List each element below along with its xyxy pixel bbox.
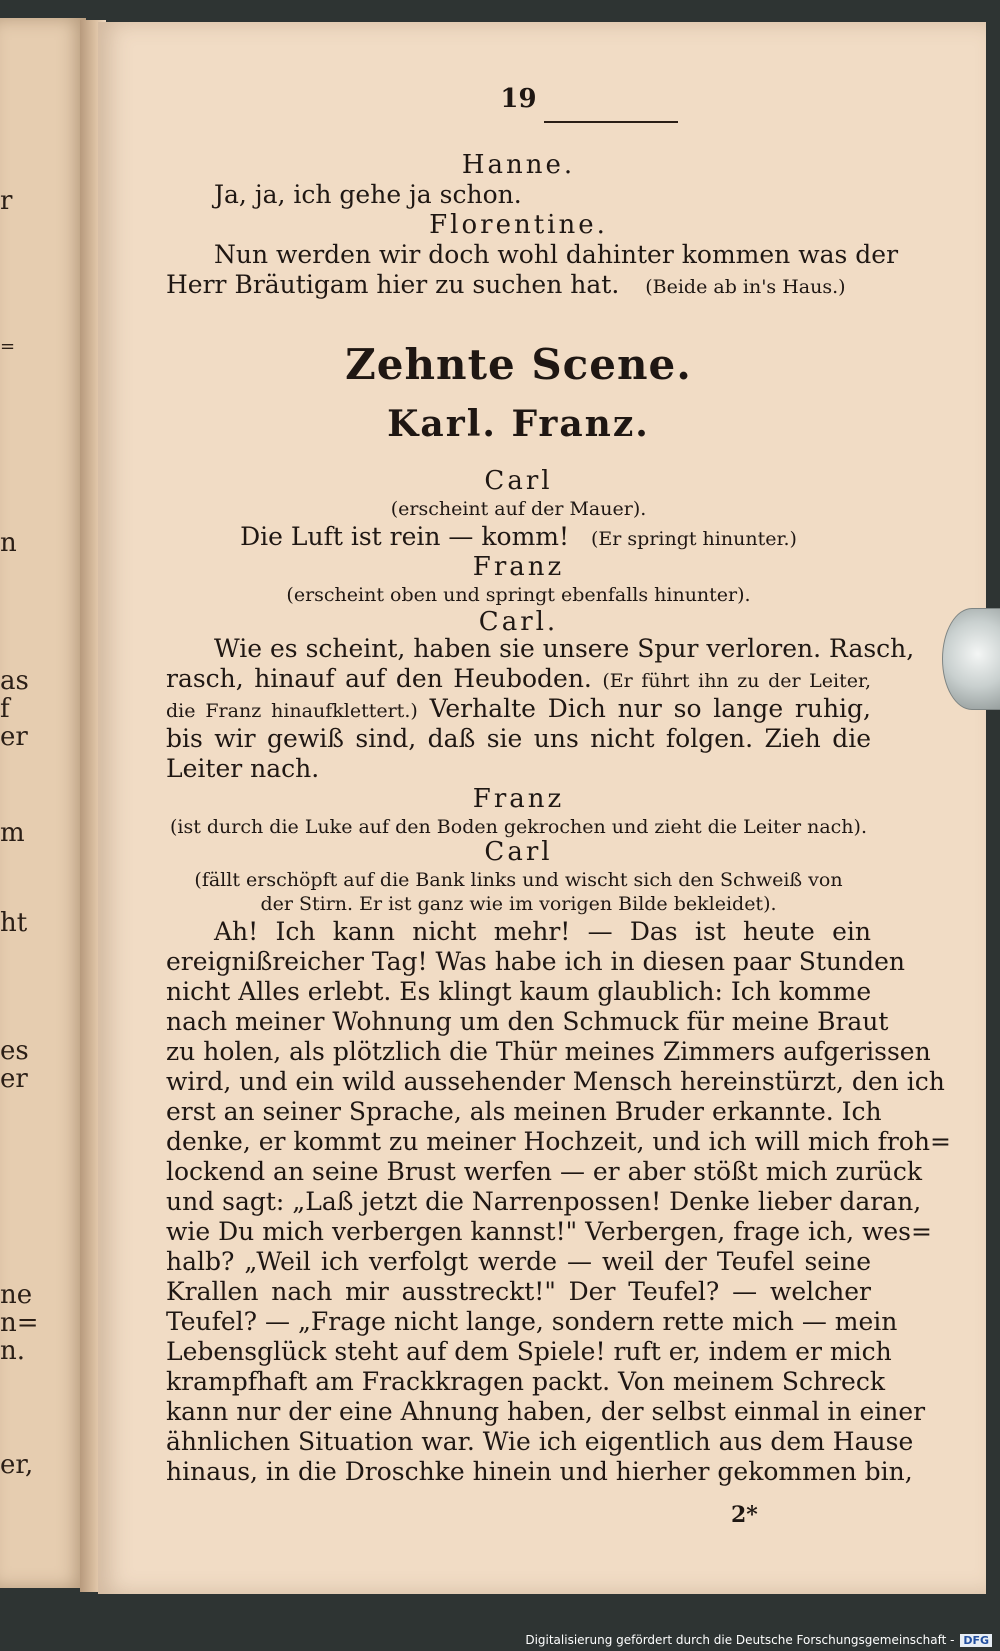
- dialogue-line: bis wir gewiß sind, daß sie uns nicht folgen. Zieh die: [166, 724, 871, 753]
- left-fragment: f: [0, 694, 10, 724]
- dialogue-line: nach meiner Wohnung um den Schmuck für meine Braut: [166, 1007, 889, 1036]
- left-page-edge: [0, 18, 86, 1588]
- dialogue-line: denke, er kommt zu meiner Hochzeit, und ich will mich froh=: [166, 1127, 951, 1156]
- scene-persons: Karl. Franz.: [387, 403, 650, 445]
- dialogue-line: [166, 522, 871, 554]
- dialogue-line: kann nur der eine Ahnung haben, der selbst einmal in einer: [166, 1397, 926, 1426]
- stage-direction: die Franz hinaufklettert.): [166, 700, 418, 722]
- stage-direction: der Stirn. Er ist ganz wie im vorigen Bilde bekleidet).: [260, 893, 777, 915]
- speaker-name: Hanne.: [461, 150, 576, 180]
- dialogue-line: wie Du mich verbergen kannst!" Verbergen, frage ich, wes=: [166, 1217, 932, 1246]
- dialogue-line: Ah! Ich kann nicht mehr! — Das ist heute ein: [214, 917, 871, 946]
- stage-direction: (erscheint auf der Mauer).: [390, 498, 647, 520]
- stage-direction: (Er springt hinunter.): [591, 528, 797, 550]
- left-fragment: er: [0, 1064, 28, 1094]
- dfg-logo-icon: DFG: [960, 1634, 992, 1647]
- dialogue-line: ähnlichen Situation war. Wie ich eigentlich aus dem Hause: [166, 1427, 914, 1456]
- header-rule: [544, 121, 678, 123]
- dialogue-line: Krallen nach mir ausstreckt!" Der Teufel? — welcher: [166, 1277, 871, 1306]
- left-fragment: er: [0, 722, 28, 752]
- left-fragment: ne: [0, 1280, 33, 1310]
- dialogue-line: lockend an seine Brust werfen — er aber stößt mich zurück: [166, 1157, 923, 1186]
- stage-direction: (Er führt ihn zu der Leiter,: [602, 670, 871, 692]
- speaker-name: Florentine.: [429, 210, 608, 240]
- signature-mark: 2*: [731, 1502, 758, 1528]
- footer-credit: [525, 1633, 992, 1647]
- speaker-name: Carl.: [478, 607, 559, 637]
- dialogue-line: erst an seiner Sprache, als meinen Bruder erkannte. Ich: [166, 1097, 882, 1126]
- dialogue-line: [166, 694, 871, 726]
- dialogue-line: hinaus, in die Droschke hinein und hierher gekommen bin,: [166, 1457, 913, 1486]
- left-fragment: ht: [0, 908, 28, 938]
- dialogue-line: und sagt: „Laß jetzt die Narrenpossen! Denke lieber daran,: [166, 1187, 922, 1216]
- dialogue-line: ereignißreicher Tag! Was habe ich in diesen paar Stunden: [166, 947, 906, 976]
- left-fragment: =: [0, 336, 16, 357]
- dialogue-text: Verhalte Dich nur so lange ruhig,: [429, 694, 872, 723]
- dialogue-line: halb? „Weil ich verfolgt werde — weil der Teufel seine: [166, 1247, 871, 1276]
- page-clip: [942, 608, 1000, 710]
- dialogue-line: Nun werden wir doch wohl dahinter kommen was der: [214, 240, 899, 269]
- stage-direction: (erscheint oben und springt ebenfalls hinunter).: [286, 584, 751, 606]
- stage-direction: (ist durch die Luke auf den Boden gekrochen und zieht die Leiter nach).: [169, 816, 867, 838]
- dialogue-line: Ja, ja, ich gehe ja schon.: [214, 180, 522, 209]
- left-fragment: n: [0, 528, 17, 558]
- stage-direction: (Beide ab in's Haus.): [645, 276, 846, 298]
- dialogue-line: Teufel? — „Frage nicht lange, sondern rette mich — mein: [166, 1307, 898, 1336]
- dialogue-line: [166, 664, 871, 696]
- dialogue-line: nicht Alles erlebt. Es klingt kaum glaublich: Ich komme: [166, 977, 872, 1006]
- speaker-name: Carl: [484, 837, 553, 867]
- left-fragment: r: [0, 186, 13, 216]
- book-page: [98, 22, 986, 1594]
- left-fragment: n.: [0, 1336, 26, 1366]
- footer-text: Digitalisierung gefördert durch die Deutsche Forschungsgemeinschaft -: [525, 1633, 955, 1647]
- dialogue-line: Lebensglück steht auf dem Spiele! ruft er, indem er mich: [166, 1337, 892, 1366]
- speaker-name: Franz: [472, 552, 565, 582]
- dialogue-line: Leiter nach.: [166, 754, 320, 783]
- dialogue-line: zu holen, als plötzlich die Thür meines Zimmers aufgerissen: [166, 1037, 931, 1066]
- dialogue-line: Wie es scheint, haben sie unsere Spur verloren. Rasch,: [214, 634, 915, 663]
- dialogue-line: krampfhaft am Frackkragen packt. Von meinem Schreck: [166, 1367, 886, 1396]
- left-fragment: er,: [0, 1450, 34, 1480]
- dialogue-text: rasch, hinauf auf den Heuboden.: [166, 664, 592, 693]
- dialogue-text: Die Luft ist rein — komm!: [240, 522, 570, 551]
- page-number: 19: [500, 84, 537, 114]
- dialogue-line: [166, 270, 846, 302]
- dialogue-text: Herr Bräutigam hier zu suchen hat.: [166, 270, 620, 299]
- dialogue-line: wird, und ein wild aussehender Mensch hereinstürzt, den ich: [166, 1067, 945, 1096]
- speaker-name: Franz: [472, 784, 565, 814]
- stage-direction: (fällt erschöpft auf die Bank links und wischt sich den Schweiß von: [194, 869, 843, 891]
- left-fragment: m: [0, 818, 25, 848]
- speaker-name: Carl: [484, 466, 553, 496]
- left-fragment: es: [0, 1036, 29, 1066]
- left-fragment: as: [0, 666, 29, 696]
- left-fragment: n=: [0, 1308, 39, 1338]
- scene-title: Zehnte Scene.: [345, 340, 692, 389]
